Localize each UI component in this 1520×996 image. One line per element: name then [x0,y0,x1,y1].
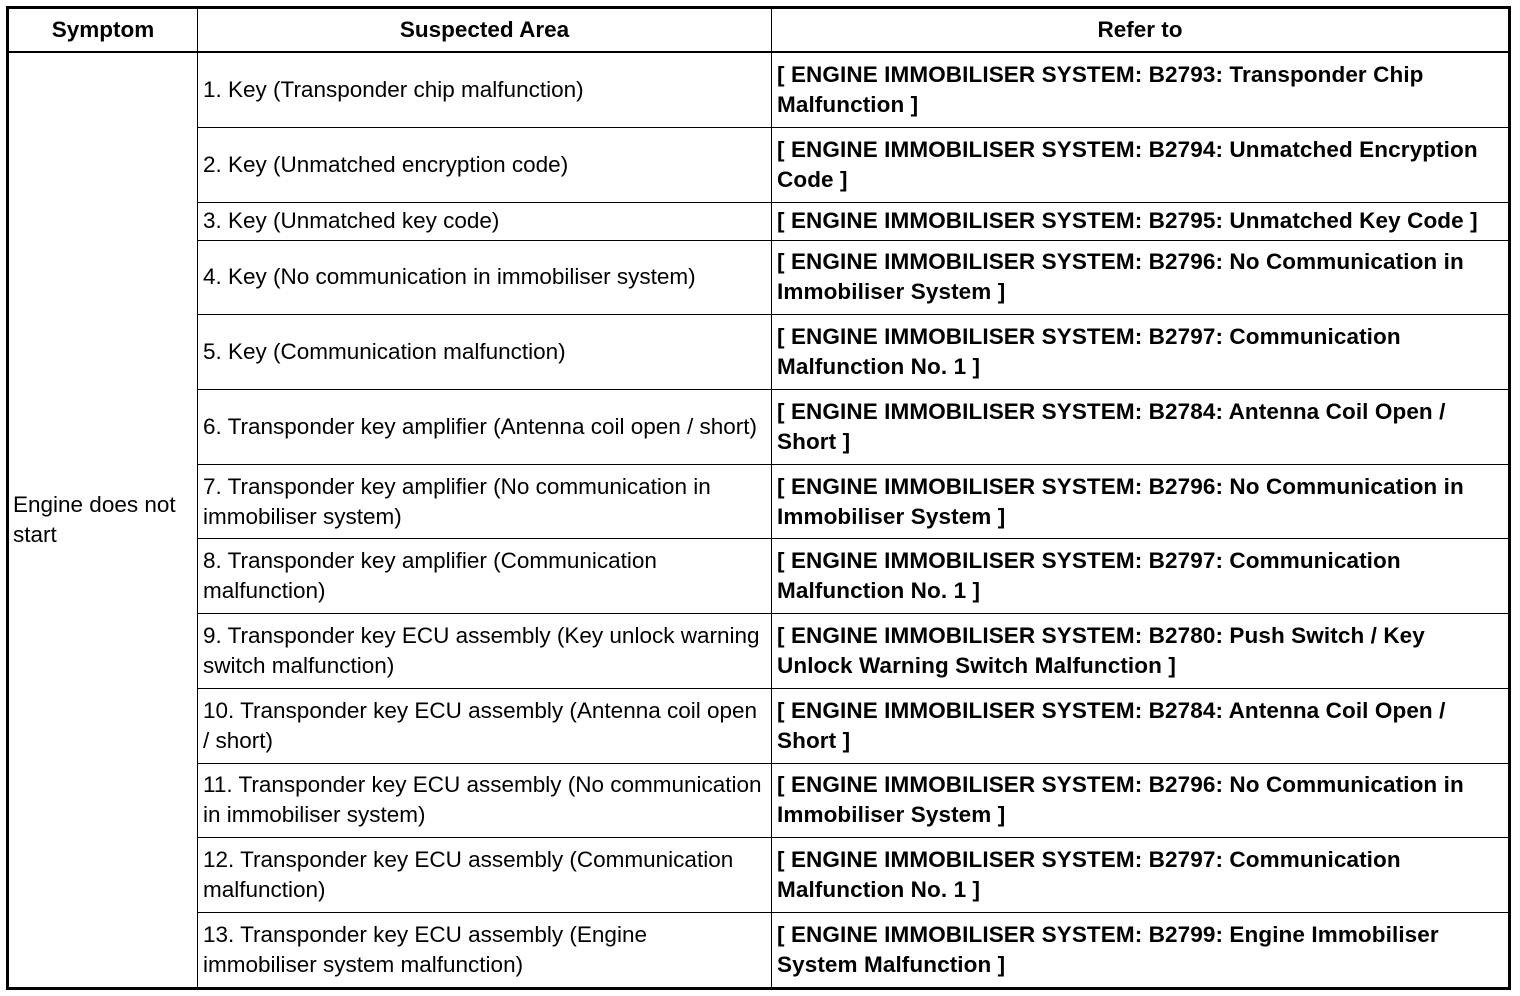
table-row [8,688,1510,763]
table-row [8,389,1510,464]
suspected-area-cell: 2. Key (Unmatched encryption code) [198,127,772,202]
table-row [8,763,1510,838]
refer-to-link[interactable]: [ ENGINE IMMOBILISER SYSTEM: B2797: Communication Malfunction No. 1 ] [772,539,1510,614]
refer-to-link[interactable]: [ ENGINE IMMOBILISER SYSTEM: B2796: No Communication in Immobiliser System ] [772,464,1510,539]
suspected-area-cell: 6. Transponder key amplifier (Antenna coil open / short) [198,389,772,464]
suspected-area-cell: 5. Key (Communication malfunction) [198,315,772,390]
refer-to-link[interactable]: [ ENGINE IMMOBILISER SYSTEM: B2799: Engine Immobiliser System Malfunction ] [772,912,1510,988]
column-header-suspected-area: Suspected Area [198,8,772,53]
suspected-area-cell: 4. Key (No communication in immobiliser system) [198,240,772,315]
suspected-area-cell: 8. Transponder key amplifier (Communication malfunction) [198,539,772,614]
suspected-area-cell: 1. Key (Transponder chip malfunction) [198,52,772,127]
table-row [8,539,1510,614]
table-row [8,127,1510,202]
table-row [8,838,1510,913]
refer-to-link[interactable]: [ ENGINE IMMOBILISER SYSTEM: B2797: Communication Malfunction No. 1 ] [772,315,1510,390]
suspected-area-cell: 12. Transponder key ECU assembly (Communication malfunction) [198,838,772,913]
table-row [8,464,1510,539]
suspected-area-cell: 7. Transponder key amplifier (No communication in immobiliser system) [198,464,772,539]
refer-to-link[interactable]: [ ENGINE IMMOBILISER SYSTEM: B2797: Communication Malfunction No. 1 ] [772,838,1510,913]
refer-to-link[interactable]: [ ENGINE IMMOBILISER SYSTEM: B2793: Transponder Chip Malfunction ] [772,52,1510,127]
table-row [8,52,1510,127]
refer-to-link[interactable]: [ ENGINE IMMOBILISER SYSTEM: B2796: No Communication in Immobiliser System ] [772,240,1510,315]
refer-to-link[interactable]: [ ENGINE IMMOBILISER SYSTEM: B2784: Antenna Coil Open / Short ] [772,389,1510,464]
column-header-symptom: Symptom [8,8,198,53]
refer-to-link[interactable]: [ ENGINE IMMOBILISER SYSTEM: B2794: Unmatched Encryption Code ] [772,127,1510,202]
suspected-area-cell: 10. Transponder key ECU assembly (Antenna coil open / short) [198,688,772,763]
table-header-row [8,8,1510,53]
refer-to-link[interactable]: [ ENGINE IMMOBILISER SYSTEM: B2780: Push Switch / Key Unlock Warning Switch Malfunction ] [772,614,1510,689]
suspected-area-cell: 9. Transponder key ECU assembly (Key unlock warning switch malfunction) [198,614,772,689]
table-row [8,912,1510,988]
suspected-area-cell: 3. Key (Unmatched key code) [198,202,772,240]
suspected-area-cell: 13. Transponder key ECU assembly (Engine immobiliser system malfunction) [198,912,772,988]
table-row [8,202,1510,240]
refer-to-link[interactable]: [ ENGINE IMMOBILISER SYSTEM: B2784: Antenna Coil Open / Short ] [772,688,1510,763]
symptom-cell: Engine does not start [8,52,198,989]
refer-to-link[interactable]: [ ENGINE IMMOBILISER SYSTEM: B2795: Unmatched Key Code ] [772,202,1510,240]
column-header-refer-to: Refer to [772,8,1510,53]
table-row [8,240,1510,315]
table-row [8,614,1510,689]
refer-to-link[interactable]: [ ENGINE IMMOBILISER SYSTEM: B2796: No Communication in Immobiliser System ] [772,763,1510,838]
suspected-area-cell: 11. Transponder key ECU assembly (No communication in immobiliser system) [198,763,772,838]
problem-symptoms-table [6,6,1511,990]
table-row [8,315,1510,390]
